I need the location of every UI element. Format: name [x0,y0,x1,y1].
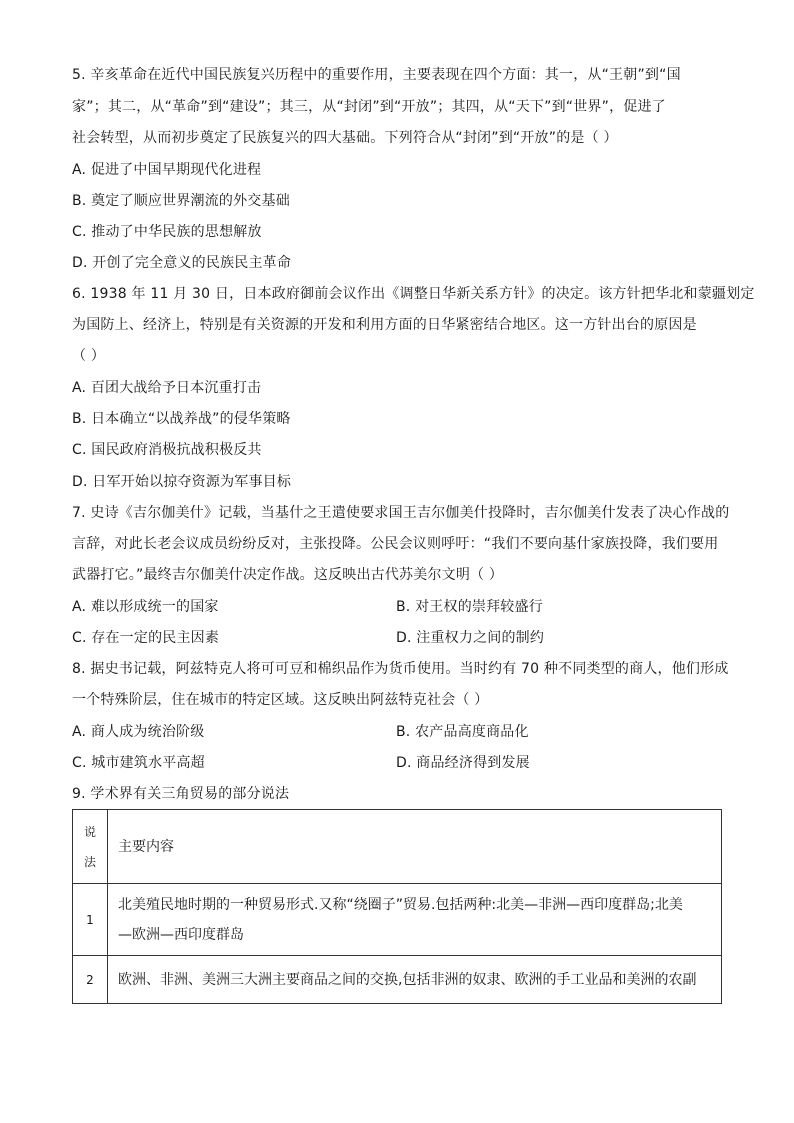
q7-option-c: C. 存在一定的民主因素 [72,630,220,646]
header-col1-char2: 法 [83,854,96,869]
row1-number: 1 [73,884,108,956]
row2-content [108,956,722,1004]
row1-content-line2: —欧洲—西印度群岛 [118,926,244,943]
q6-stem-line3: （ ） [72,348,106,364]
q5-stem-line1: 5. 辛亥革命在近代中国民族复兴历程中的重要作用，主要表现在四个方面：其一，从“王朝”到“国 [72,67,681,83]
row2-content-line1: 欧洲、非洲、美洲三大洲主要商品之间的交换,包括非洲的奴隶、欧洲的手工业品和美洲的农副 [118,971,697,988]
q8-option-c: C. 城市建筑水平高超 [72,755,205,771]
q7-stem-line1: 7. 史诗《吉尔伽美什》记载，当基什之王遣使要求国王吉尔伽美什投降时，吉尔伽美什发表了决心作战的 [72,505,730,521]
q7-option-b: B. 对王权的崇拜较盛行 [396,599,543,615]
q5-option-c: C. 推动了中华民族的思想解放 [72,224,262,240]
q7-stem-line3: 武器打它。”最终吉尔伽美什决定作战。这反映出古代苏美尔文明（ ） [72,567,504,583]
q5-stem-line3: 社会转型，从而初步奠定了民族复兴的四大基础。下列符合从“封闭”到“开放”的是（ ） [72,130,618,146]
table-header-row [73,810,722,884]
q6-option-d: D. 日军开始以掠夺资源为军事目标 [72,474,292,490]
triangle-trade-table [72,809,722,1004]
row1-content [108,884,722,956]
table-row [73,884,722,956]
q7-stem-line2: 言辞，对此长老会议成员纷纷反对，主张投降。公民会议则呼吁：“我们不要向基什家族投降，我们要用 [72,536,719,552]
q8-stem-line2: 一个特殊阶层，住在城市的特定区域。这反映出阿兹特克社会（ ） [72,692,489,708]
row1-content-line1: 北美殖民地时期的一种贸易形式.又称“绕圈子”贸易.包括两种:北美—非洲—西印度群岛;北美 [118,896,683,913]
q6-stem-line1: 6. 1938 年 11 月 30 日，日本政府御前会议作出《调整日华新关系方针》的决定。该方针把华北和蒙疆划定 [72,286,755,302]
q5-option-d: D. 开创了完全意义的民族民主革命 [72,255,292,271]
q8-stem-line1: 8. 据史书记载，阿兹特克人将可可豆和棉织品作为货币使用。当时约有 70 种不同类型的商人，他们形成 [72,661,729,677]
q6-option-c: C. 国民政府消极抗战积极反共 [72,442,262,458]
header-col1 [73,810,108,884]
q9-title: 9. 学术界有关三角贸易的部分说法 [72,786,290,802]
q5-option-a: A. 促进了中国早期现代化进程 [72,162,262,178]
q8-option-a: A. 商人成为统治阶级 [72,724,205,740]
row2-number: 2 [73,956,108,1004]
q5-stem-line2: 家”；其二，从“革命”到“建设”；其三，从“封闭”到“开放”；其四，从“天下”到“世界”，促进了 [72,99,666,115]
q8-option-b: B. 农产品高度商品化 [396,724,529,740]
header-col2: 主要内容 [108,810,722,884]
q8-option-d: D. 商品经济得到发展 [396,755,530,771]
q6-option-a: A. 百团大战给予日本沉重打击 [72,380,262,396]
q5-option-b: B. 奠定了顺应世界潮流的外交基础 [72,193,290,209]
q7-option-d: D. 注重权力之间的制约 [396,630,545,646]
q6-stem-line2: 为国防上、经济上，特别是有关资源的开发和利用方面的日华紧密结合地区。这一方针出台的原因是 [72,317,697,333]
q6-option-b: B. 日本确立“以战养战”的侵华策略 [72,411,291,427]
header-col1-char1: 说 [83,824,96,839]
table-row [73,956,722,1004]
q7-option-a: A. 难以形成统一的国家 [72,599,219,615]
